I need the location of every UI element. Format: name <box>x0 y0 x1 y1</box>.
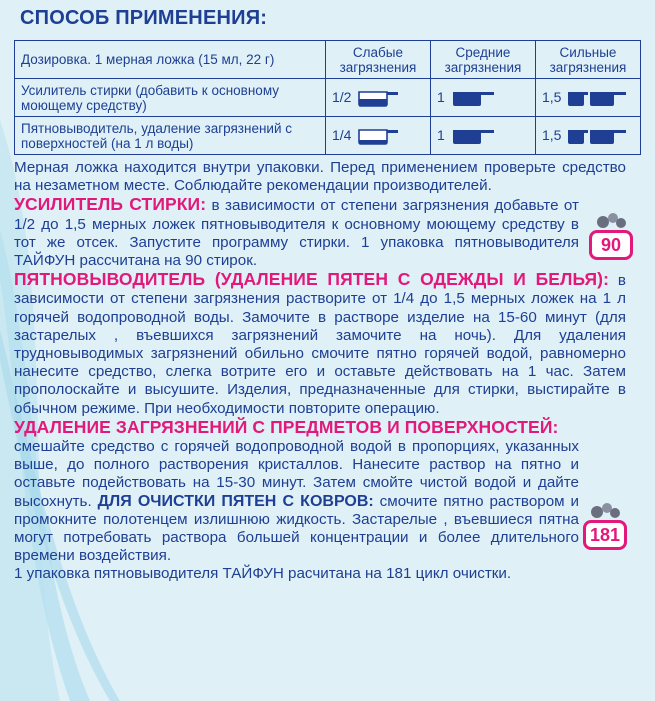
laundry-load-icon <box>583 502 627 550</box>
dosage-table <box>14 40 641 155</box>
table-header-row <box>15 41 641 79</box>
table-row <box>15 117 641 155</box>
booster-heading: УСИЛИТЕЛЬ СТИРКИ: <box>14 194 207 215</box>
intro-paragraph: Мерная ложка находится внутри упаковки. Перед применением проверьте средство на незаметном месте. Соблюдайте рекомендации производителей. <box>14 159 626 195</box>
surface-footer: 1 упаковка пятновыводителя ТАЙФУН расчитана на 181 цикл очистки. <box>14 565 512 583</box>
surface-heading-line <box>14 418 626 438</box>
dose-value: 1 <box>436 127 445 143</box>
measuring-scoop-icon <box>567 127 627 145</box>
header-medium: Средние загрязнения <box>430 41 535 79</box>
instructions-text <box>14 159 626 584</box>
bubbles-icon <box>589 502 621 520</box>
measuring-scoop-icon <box>567 89 627 107</box>
booster-text: в зависимости от степени загрязнения добавьте от 1/2 до 1,5 мерных ложек пятновыводителя к основному моющему средству в тот же отсек. Запустите программу стирки. 1 упаковка пятновыводителя ТАЙФУН рассчитана на 90 стирок. <box>14 197 579 270</box>
cleaning-count-badge: 181 <box>583 520 627 550</box>
header-weak: Слабые загрязнения <box>325 41 430 79</box>
carpet-heading: ДЛЯ ОЧИСТКИ ПЯТЕН С КОВРОВ: <box>97 492 374 510</box>
dose-value: 1,5 <box>541 127 562 143</box>
header-strong: Сильные загрязнения <box>535 41 640 79</box>
stain-text: в зависимости от степени загрязнения растворите от 1/4 до 1,5 мерных ложек на 1 л горячей водопроводной воды. Замочите в растворе изделие на 15-60 минут (для застарелых , въевшихся загрязнений замочите на ночь). Для удаления трудновыводимых загрязнений обильно смочите пятно горячей водой, равномерно нанесите средство, слегка вотрите его и оставьте действовать на 1 час. Затем прополоскайте и высушите. Изделия, предназначенные для стирки, выстирайте в обычном режиме. При необходимости повторите операцию. <box>14 272 626 417</box>
row-label: Усилитель стирки (добавить к основному моющему средству) <box>15 79 326 117</box>
table-row <box>15 79 641 117</box>
dose-value: 1/2 <box>331 89 352 105</box>
wash-count-badge: 90 <box>589 230 633 260</box>
stain-paragraph <box>14 270 626 418</box>
bubbles-icon <box>595 212 627 230</box>
stain-heading: ПЯТНОВЫВОДИТЕЛЬ (УДАЛЕНИЕ ПЯТЕН С ОДЕЖДЫ И БЕЛЬЯ): <box>14 269 610 290</box>
measuring-scoop-icon <box>357 127 399 145</box>
dose-value: 1 <box>436 89 445 105</box>
measuring-scoop-icon <box>357 89 399 107</box>
carpet-text: смочите пятно раствором и промокните полотенцем излишнюю жидкость. Застарелые , въевшиеся пятна могут потребовать раствора большей концентрации и более длительного времени воздействия. <box>14 492 579 565</box>
page-title: СПОСОБ ПРИМЕНЕНИЯ: <box>20 7 268 29</box>
surface-text: смешайте средство с горячей водопроводной водой в пропорциях, указанных выше, до полного растворения кристаллов. Нанесите раствор на пятно и оставьте подействовать на 15-30 минут. Затем смойте чистой водой и дайте высохнуть. <box>14 438 579 510</box>
laundry-load-icon <box>589 212 633 260</box>
row-label: Пятновыводитель, удаление загрязнений с поверхностей (на 1 л воды) <box>15 117 326 155</box>
dose-value: 1/4 <box>331 127 352 143</box>
surface-paragraph <box>14 438 579 565</box>
surface-heading: УДАЛЕНИЕ ЗАГРЯЗНЕНИЙ С ПРЕДМЕТОВ И ПОВЕРХНОСТЕЙ: <box>14 416 559 437</box>
dose-value: 1,5 <box>541 89 562 105</box>
header-dosage: Дозировка. 1 мерная ложка (15 мл, 22 г) <box>15 41 326 79</box>
booster-paragraph <box>14 195 579 270</box>
measuring-scoop-icon <box>451 89 495 107</box>
measuring-scoop-icon <box>451 127 495 145</box>
